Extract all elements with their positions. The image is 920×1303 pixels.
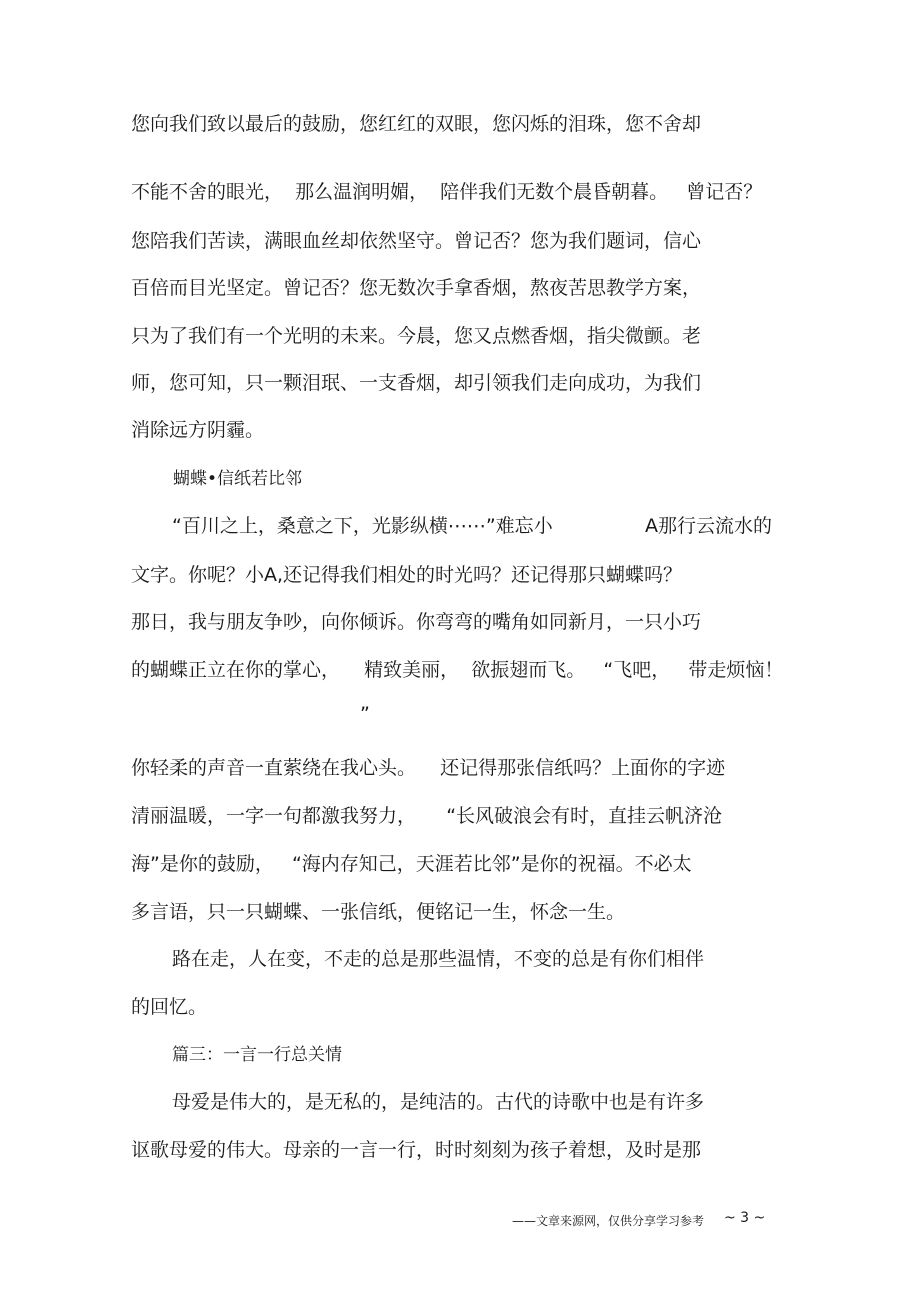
section-heading: 篇三：一言一行总关情 xyxy=(172,1045,342,1065)
paragraph-line: 清丽温暖，一字一句都激我努力， “长风破浪会有时，直挂云帆济沧 xyxy=(131,805,723,827)
paragraph-line: 你轻柔的声音一直萦绕在我心头。 还记得那张信纸吗？上面你的字迹 xyxy=(131,757,726,779)
paragraph-line: 的蝴蝶正立在你的掌心， 精致美丽， 欲振翅而飞。 “飞吧， 带走烦恼！ xyxy=(131,659,784,681)
paragraph-line: 只为了我们有一个光明的未来。今晨，您又点燃香烟，指尖微颤。老 xyxy=(131,325,702,347)
paragraph-line: 您陪我们苦读，满眼血丝却依然坚守。曾记否？您为我们题词，信心 xyxy=(131,230,702,252)
paragraph-line: 师，您可知，只一颗泪珉、一支香烟，却引领我们走向成功，为我们 xyxy=(131,372,702,394)
paragraph-line: 母爱是伟大的，是无私的，是纯洁的。古代的诗歌中也是有许多 xyxy=(172,1091,705,1113)
paragraph-line: 消除远方阴霾。 xyxy=(131,419,265,441)
paragraph-line-continuation: A那行云流水的 xyxy=(645,515,772,537)
paragraph-line: “百川之上，桑意之下，光影纵横⋯⋯”难忘小 xyxy=(172,515,553,537)
paragraph-line: 不能不舍的眼光， 那么温润明媚， 陪伴我们无数个晨昏朝暮。 曾记否？ xyxy=(131,181,763,203)
paragraph-line: 百倍而目光坚定。曾记否？您无数次手拿香烟，熬夜苦思教学方案， xyxy=(131,277,702,299)
paragraph-line: 海”是你的鼓励， “海内存知己，天涯若比邻”是你的祝福。不必太 xyxy=(131,853,692,875)
paragraph-line: 您向我们致以最后的鼓励，您红红的双眼，您闪烁的泪珠，您不舍却 xyxy=(131,113,702,135)
section-heading: 蝴蝶•信纸若比邻 xyxy=(173,469,303,489)
paragraph-line: 路在走，人在变，不走的总是那些温情，不变的总是有你们相伴 xyxy=(172,948,705,970)
page-number: ~ 3 ~ xyxy=(724,1210,766,1226)
paragraph-line: 那日，我与朋友争吵，向你倾诉。你弯弯的嘴角如同新月，一只小巧 xyxy=(131,611,702,633)
paragraph-line: 多言语，只一只蝴蝶、一张信纸，便铭记一生，怀念一生。 xyxy=(131,901,626,923)
footer-source-note: ——文章来源网，仅供分享学习参考 xyxy=(512,1214,705,1228)
paragraph-line: 讴歌母爱的伟大。母亲的一言一行，时时刻刻为孩子着想，及时是那 xyxy=(131,1139,702,1161)
closing-quote: ” xyxy=(360,703,370,725)
paragraph-line: 文字。你呢？小A,还记得我们相处的时光吗？还记得那只蝴蝶吗？ xyxy=(131,564,683,586)
paragraph-line: 的回忆。 xyxy=(131,996,208,1018)
